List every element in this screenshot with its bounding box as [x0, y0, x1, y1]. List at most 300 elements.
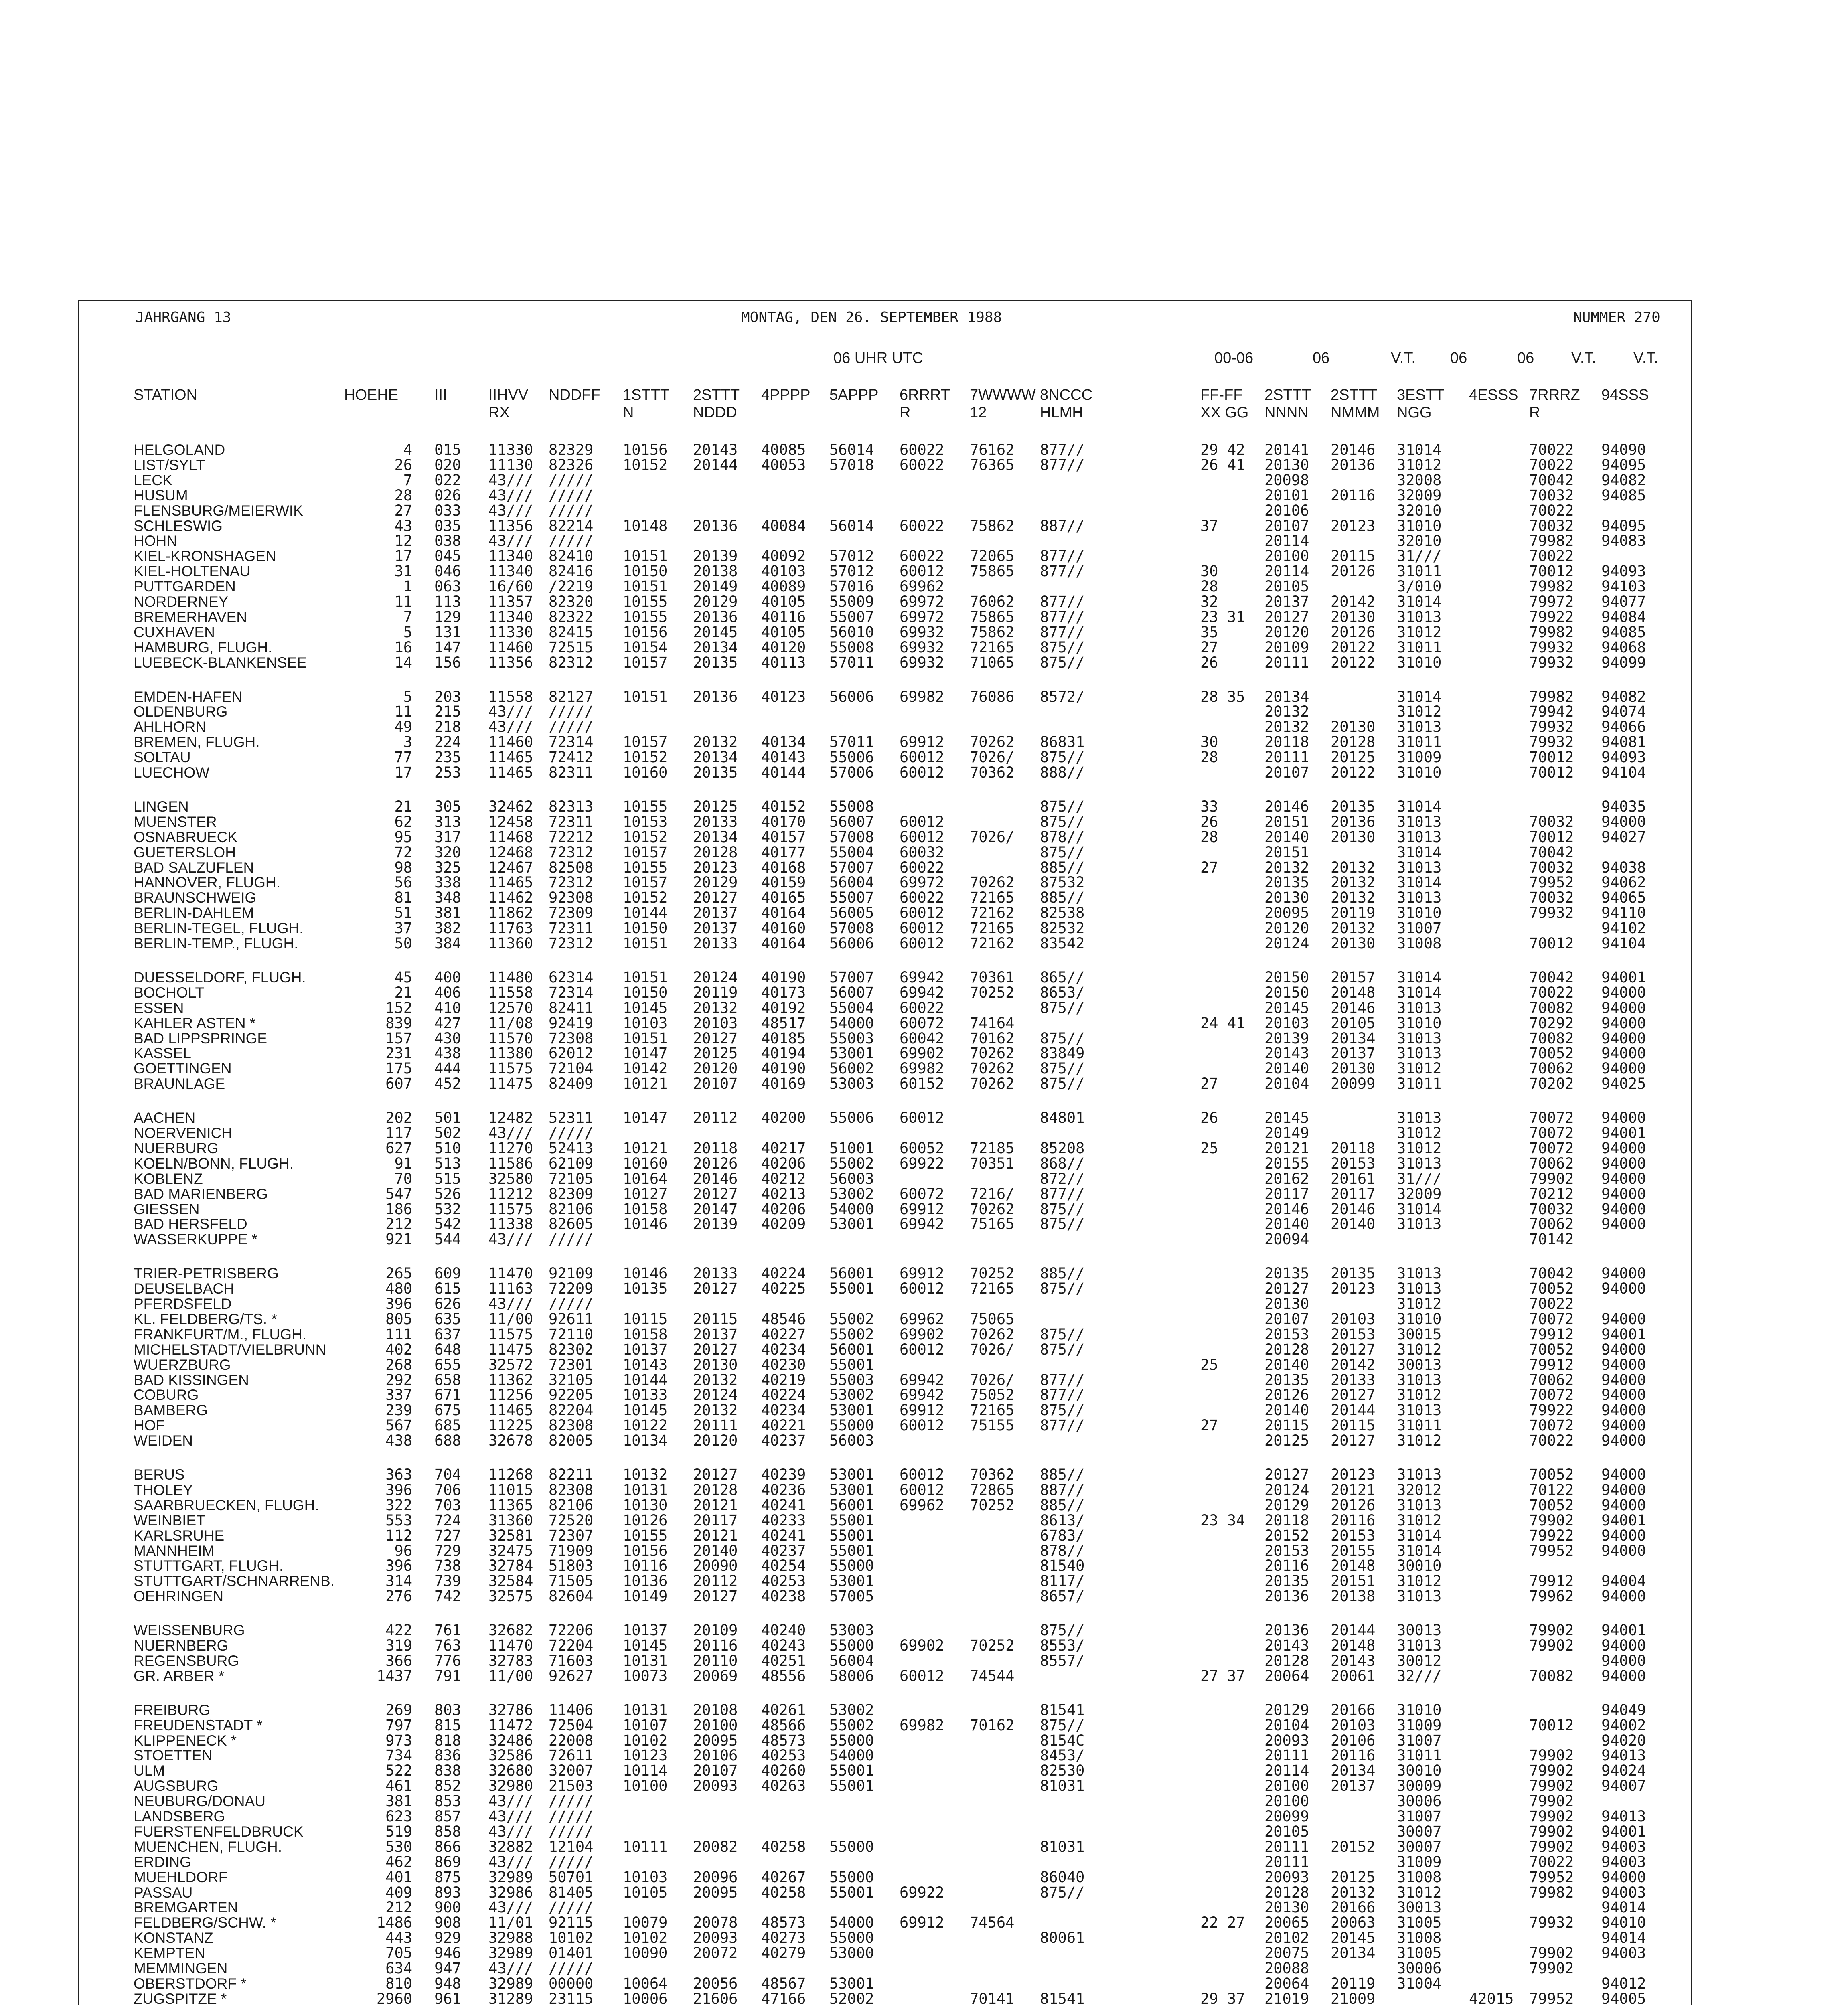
cell-f: 57005: [829, 1588, 874, 1605]
cell-c: 10146: [623, 1215, 668, 1233]
cell-o: 79942: [1529, 703, 1574, 721]
cell-b: 21503: [549, 1777, 594, 1795]
cell-i: 877//: [1040, 547, 1085, 565]
cell-f: 56004: [829, 874, 874, 891]
cell-f: 54000: [829, 1914, 874, 1932]
cell-m: 31009: [1397, 749, 1442, 766]
cell-a: 12570: [488, 999, 533, 1017]
cell-c: 10145: [623, 999, 668, 1017]
cell-i: 868//: [1040, 1154, 1085, 1172]
cell-k: 20141: [1264, 441, 1309, 458]
cell-p: 94001: [1601, 1124, 1646, 1142]
cell-k: 20105: [1264, 1823, 1309, 1840]
cell-i: 875//: [1040, 1401, 1085, 1419]
cell-k: 20111: [1264, 1838, 1309, 1855]
cell-a: 11/00: [488, 1667, 533, 1685]
cell-b: 72307: [549, 1527, 594, 1544]
cell-e: 40258: [761, 1883, 806, 1901]
column-header-hoehe: HOEHE: [344, 387, 399, 403]
cell-station: OEHRINGEN: [134, 1588, 224, 1605]
cell-j: 26 41: [1200, 456, 1245, 474]
cell-i: 875//: [1040, 1200, 1085, 1218]
cell-e: 40227: [761, 1325, 806, 1343]
cell-d: 20145: [693, 623, 738, 641]
table-row: [79, 1558, 1691, 1574]
cell-hoehe: 705: [385, 1944, 412, 1962]
cell-c: 10103: [623, 1868, 668, 1886]
cell-o: 79902: [1529, 1622, 1574, 1639]
cell-o: 79952: [1529, 874, 1574, 891]
cell-b: 72104: [549, 1060, 594, 1077]
cell-iii: 763: [434, 1637, 461, 1654]
cell-iii: 384: [434, 935, 461, 952]
cell-d: 20106: [693, 1747, 738, 1764]
table-row: [79, 1217, 1691, 1232]
cell-i: 83542: [1040, 935, 1085, 952]
cell-station: KARLSRUHE: [134, 1527, 225, 1544]
cell-f: 56004: [829, 1652, 874, 1669]
cell-hoehe: 810: [385, 1975, 412, 1992]
cell-hoehe: 56: [394, 874, 412, 891]
cell-iii: 022: [434, 471, 461, 489]
cell-j: 27: [1200, 859, 1218, 876]
table-row: [79, 503, 1691, 518]
cell-l: 20132: [1331, 874, 1376, 891]
cell-l: 20133: [1331, 1371, 1376, 1389]
cell-m: 31007: [1397, 1808, 1442, 1825]
cell-i: 877//: [1040, 593, 1085, 610]
table-row: [79, 735, 1691, 750]
cell-d: 20124: [693, 968, 738, 986]
cell-i: 86831: [1040, 733, 1085, 751]
cell-c: 10151: [623, 547, 668, 565]
cell-d: 20125: [693, 1045, 738, 1062]
cell-p: 94000: [1601, 1652, 1646, 1669]
cell-p: 94000: [1601, 1401, 1646, 1419]
cell-l: 20152: [1331, 1838, 1376, 1855]
cell-e: 40237: [761, 1432, 806, 1450]
cell-a: 32980: [488, 1777, 533, 1795]
cell-o: 79982: [1529, 1883, 1574, 1901]
table-row: [79, 1141, 1691, 1156]
cell-o: 79902: [1529, 1762, 1574, 1780]
cell-iii: 739: [434, 1572, 461, 1590]
cell-c: 10137: [623, 1341, 668, 1358]
cell-l: 20148: [1331, 1557, 1376, 1575]
table-row: [79, 936, 1691, 951]
cell-a: 11330: [488, 623, 533, 641]
cell-l: 20126: [1331, 1496, 1376, 1514]
cell-l: 20146: [1331, 999, 1376, 1017]
cell-m: 31007: [1397, 1732, 1442, 1749]
cell-l: 20153: [1331, 1325, 1376, 1343]
cell-c: 10137: [623, 1622, 668, 1639]
cell-a: 32784: [488, 1557, 533, 1575]
cell-l: 20116: [1331, 1511, 1376, 1529]
cell-o: 70062: [1529, 1215, 1574, 1233]
cell-h: 70262: [970, 733, 1015, 751]
cell-station: STUTTGART/SCHNARRENB.: [134, 1573, 334, 1590]
cell-station: MUENCHEN, FLUGH.: [134, 1838, 282, 1855]
table-row: [79, 1373, 1691, 1388]
cell-k: 20094: [1264, 1231, 1309, 1248]
cell-c: 10157: [623, 654, 668, 671]
cell-e: 40237: [761, 1542, 806, 1559]
cell-station: WUERZBURG: [134, 1356, 231, 1373]
cell-m: 30010: [1397, 1557, 1442, 1575]
cell-p: 94104: [1601, 935, 1646, 952]
cell-station: HANNOVER, FLUGH.: [134, 874, 280, 891]
cell-k: 20109: [1264, 638, 1309, 656]
cell-h: 70162: [970, 1029, 1015, 1047]
cell-o: 70032: [1529, 517, 1574, 535]
cell-a: 11468: [488, 828, 533, 846]
cell-g: 69942: [900, 1371, 944, 1389]
cell-j: 28: [1200, 578, 1218, 595]
cell-p: 94000: [1601, 1637, 1646, 1654]
cell-h: 72865: [970, 1481, 1015, 1499]
column-header-k: 2STTT NNNN: [1264, 387, 1311, 421]
cell-a: 11465: [488, 874, 533, 891]
cell-p: 94074: [1601, 703, 1646, 721]
cell-o: 70032: [1529, 859, 1574, 876]
cell-b: 00000: [549, 1975, 594, 1992]
table-row: [79, 1839, 1691, 1855]
cell-station: HELGOLAND: [134, 442, 225, 458]
cell-b: /2219: [549, 578, 594, 595]
observation-time: 06 UHR UTC: [833, 350, 923, 367]
cell-e: 40240: [761, 1622, 806, 1639]
cell-p: 94082: [1601, 471, 1646, 489]
cell-d: 20132: [693, 1371, 738, 1389]
cell-l: 20099: [1331, 1075, 1376, 1093]
subheader-hour: 06: [1313, 350, 1330, 367]
table-row: [79, 750, 1691, 765]
cell-k: 20145: [1264, 999, 1309, 1017]
cell-b: 82605: [549, 1215, 594, 1233]
table-row: [79, 1312, 1691, 1327]
cell-hoehe: 805: [385, 1310, 412, 1328]
table-row: [79, 1870, 1691, 1885]
table-row: [79, 1763, 1691, 1778]
cell-d: 20095: [693, 1732, 738, 1749]
cell-iii: 648: [434, 1341, 461, 1358]
cell-g: 69942: [900, 1386, 944, 1404]
cell-l: 21009: [1331, 1990, 1376, 2005]
cell-m: 31012: [1397, 456, 1442, 474]
cell-o: 79962: [1529, 1588, 1574, 1605]
cell-iii: 742: [434, 1588, 461, 1605]
cell-m: 30013: [1397, 1899, 1442, 1916]
cell-e: 40092: [761, 547, 806, 565]
cell-d: 20069: [693, 1667, 738, 1685]
cell-a: 32680: [488, 1762, 533, 1780]
cell-hoehe: 112: [385, 1527, 412, 1544]
cell-l: 20103: [1331, 1310, 1376, 1328]
cell-c: 10151: [623, 968, 668, 986]
cell-i: 875//: [1040, 813, 1085, 830]
cell-i: 875//: [1040, 1622, 1085, 1639]
cell-p: 94000: [1601, 984, 1646, 1001]
cell-p: 94014: [1601, 1899, 1646, 1916]
cell-m: 31013: [1397, 1401, 1442, 1419]
cell-iii: 671: [434, 1386, 461, 1404]
cell-b: 32105: [549, 1371, 594, 1389]
cell-m: 31010: [1397, 654, 1442, 671]
cell-a: 11340: [488, 563, 533, 580]
cell-b: 51803: [549, 1557, 594, 1575]
cell-h: 76062: [970, 593, 1015, 610]
cell-i: 877//: [1040, 456, 1085, 474]
cell-d: 20124: [693, 1386, 738, 1404]
cell-o: 70212: [1529, 1185, 1574, 1203]
cell-m: 31013: [1397, 1280, 1442, 1298]
cell-c: 10160: [623, 1154, 668, 1172]
cell-station: PUTTGARDEN: [134, 578, 236, 595]
cell-iii: 026: [434, 486, 461, 504]
cell-iii: 818: [434, 1732, 461, 1749]
cell-d: 20134: [693, 638, 738, 656]
cell-a: 11330: [488, 441, 533, 458]
cell-k: 20139: [1264, 1029, 1309, 1047]
cell-a: 11480: [488, 968, 533, 986]
table-row: [79, 1946, 1691, 1961]
cell-hoehe: 530: [385, 1838, 412, 1855]
cell-b: /////: [549, 1808, 594, 1825]
cell-k: 20120: [1264, 623, 1309, 641]
cell-hoehe: 91: [394, 1154, 412, 1172]
cell-b: 82409: [549, 1075, 594, 1093]
cell-hoehe: 443: [385, 1929, 412, 1947]
cell-hoehe: 186: [385, 1200, 412, 1218]
cell-hoehe: 21: [394, 798, 412, 815]
cell-l: 20127: [1331, 1432, 1376, 1450]
cell-d: 20132: [693, 1401, 738, 1419]
cell-g: 60012: [900, 919, 944, 937]
cell-i: 865//: [1040, 968, 1085, 986]
cell-h: 70252: [970, 984, 1015, 1001]
cell-i: 8453/: [1040, 1747, 1085, 1764]
cell-iii: 235: [434, 749, 461, 766]
cell-o: 79932: [1529, 1914, 1574, 1932]
cell-m: 31013: [1397, 608, 1442, 626]
cell-e: 40236: [761, 1481, 806, 1499]
cell-iii: 635: [434, 1310, 461, 1328]
cell-l: 20116: [1331, 486, 1376, 504]
cell-m: 31012: [1397, 1060, 1442, 1077]
cell-o: 70022: [1529, 1432, 1574, 1450]
cell-m: 30009: [1397, 1777, 1442, 1795]
cell-hoehe: 28: [394, 486, 412, 504]
column-header-e: 4PPPP: [761, 387, 811, 403]
cell-b: 82322: [549, 608, 594, 626]
cell-g: 69902: [900, 1325, 944, 1343]
cell-g: 69912: [900, 1914, 944, 1932]
cell-h: 75862: [970, 517, 1015, 535]
cell-station: GR. ARBER *: [134, 1667, 225, 1684]
cell-i: 81031: [1040, 1838, 1085, 1855]
cell-m: 31011: [1397, 1075, 1442, 1093]
cell-a: 32575: [488, 1588, 533, 1605]
cell-m: 31008: [1397, 1929, 1442, 1947]
cell-p: 94077: [1601, 593, 1646, 610]
cell-p: 94081: [1601, 733, 1646, 751]
cell-g: 69942: [900, 984, 944, 1001]
cell-k: 20132: [1264, 859, 1309, 876]
cell-k: 20127: [1264, 1280, 1309, 1298]
cell-e: 40164: [761, 935, 806, 952]
cell-a: 32581: [488, 1527, 533, 1544]
cell-c: 10156: [623, 1542, 668, 1559]
cell-p: 94000: [1601, 1588, 1646, 1605]
cell-o: 79902: [1529, 1823, 1574, 1840]
cell-m: 31012: [1397, 1883, 1442, 1901]
cell-p: 94085: [1601, 486, 1646, 504]
cell-h: 7026/: [970, 749, 1015, 766]
cell-k: 20102: [1264, 1929, 1309, 1947]
cell-b: 82308: [549, 1417, 594, 1434]
cell-h: 70262: [970, 1060, 1015, 1077]
cell-iii: 961: [434, 1990, 461, 2005]
cell-e: 40123: [761, 688, 806, 705]
cell-hoehe: 797: [385, 1716, 412, 1734]
cell-g: 60012: [900, 828, 944, 846]
cell-iii: 738: [434, 1557, 461, 1575]
cell-hoehe: 49: [394, 718, 412, 736]
cell-p: 94085: [1601, 623, 1646, 641]
cell-h: 71065: [970, 654, 1015, 671]
cell-c: 10105: [623, 1883, 668, 1901]
cell-e: 40103: [761, 563, 806, 580]
cell-d: 20115: [693, 1310, 738, 1328]
cell-j: 35: [1200, 623, 1218, 641]
cell-a: 11365: [488, 1496, 533, 1514]
cell-f: 57008: [829, 919, 874, 937]
table-row: [79, 1543, 1691, 1559]
cell-l: 20115: [1331, 1417, 1376, 1434]
cell-c: 10102: [623, 1929, 668, 1947]
cell-k: 20146: [1264, 1200, 1309, 1218]
cell-i: 877//: [1040, 1185, 1085, 1203]
cell-d: 20096: [693, 1868, 738, 1886]
cell-j: 27: [1200, 1075, 1218, 1093]
cell-d: 20136: [693, 688, 738, 705]
cell-p: 94038: [1601, 859, 1646, 876]
cell-a: 11862: [488, 904, 533, 922]
cell-station: KOBLENZ: [134, 1170, 203, 1187]
cell-m: 31013: [1397, 1029, 1442, 1047]
cell-f: 55003: [829, 1371, 874, 1389]
table-row: [79, 579, 1691, 594]
cell-k: 20111: [1264, 654, 1309, 671]
cell-iii: 637: [434, 1325, 461, 1343]
cell-a: 31289: [488, 1990, 533, 2005]
cell-hoehe: 973: [385, 1732, 412, 1749]
cell-p: 94000: [1601, 1265, 1646, 1282]
cell-iii: 452: [434, 1075, 461, 1093]
cell-d: 20133: [693, 813, 738, 830]
cell-station: WEINBIET: [134, 1512, 205, 1529]
table-row: [79, 719, 1691, 735]
cell-iii: 381: [434, 904, 461, 922]
cell-iii: 947: [434, 1960, 461, 1977]
cell-station: BERLIN-DAHLEM: [134, 905, 254, 921]
cell-c: 10155: [623, 798, 668, 815]
cell-d: 20110: [693, 1652, 738, 1669]
cell-b: 82604: [549, 1588, 594, 1605]
cell-e: 47166: [761, 1990, 806, 2005]
cell-h: 72165: [970, 889, 1015, 907]
cell-k: 20149: [1264, 1124, 1309, 1142]
cell-e: 40192: [761, 999, 806, 1017]
cell-k: 20135: [1264, 874, 1309, 891]
cell-e: 40113: [761, 654, 806, 671]
cell-d: 20100: [693, 1716, 738, 1734]
cell-k: 20124: [1264, 1481, 1309, 1499]
cell-i: 872//: [1040, 1170, 1085, 1187]
cell-a: 43///: [488, 1231, 533, 1248]
cell-j: 32: [1200, 593, 1218, 610]
cell-g: 69912: [900, 1200, 944, 1218]
cell-m: 31013: [1397, 1109, 1442, 1127]
cell-m: 3/010: [1397, 578, 1442, 595]
cell-l: 20144: [1331, 1401, 1376, 1419]
cell-iii: 033: [434, 502, 461, 519]
cell-d: 20109: [693, 1622, 738, 1639]
cell-h: 74164: [970, 1014, 1015, 1032]
cell-h: 7026/: [970, 828, 1015, 846]
cell-n: 42015: [1469, 1990, 1514, 2005]
cell-g: 69912: [900, 1265, 944, 1282]
table-row: [79, 1930, 1691, 1946]
cell-d: 20107: [693, 1762, 738, 1780]
cell-hoehe: 462: [385, 1853, 412, 1871]
cell-m: 31014: [1397, 688, 1442, 705]
cell-hoehe: 111: [385, 1325, 412, 1343]
cell-hoehe: 839: [385, 1014, 412, 1032]
cell-hoehe: 553: [385, 1511, 412, 1529]
cell-f: 57006: [829, 764, 874, 781]
cell-p: 94027: [1601, 828, 1646, 846]
cell-hoehe: 314: [385, 1572, 412, 1590]
cell-a: 11212: [488, 1185, 533, 1203]
cell-b: 72212: [549, 828, 594, 846]
cell-b: 72314: [549, 733, 594, 751]
cell-iii: 615: [434, 1280, 461, 1298]
cell-c: 10156: [623, 623, 668, 641]
cell-d: 20072: [693, 1944, 738, 1962]
cell-o: 79952: [1529, 1990, 1574, 2005]
cell-g: 60072: [900, 1185, 944, 1203]
cell-b: 82204: [549, 1401, 594, 1419]
cell-a: 11475: [488, 1341, 533, 1358]
cell-i: 83849: [1040, 1045, 1085, 1062]
cell-c: 10147: [623, 1109, 668, 1127]
cell-station: OSNABRUECK: [134, 828, 238, 845]
cell-iii: 946: [434, 1944, 461, 1962]
cell-c: 10152: [623, 828, 668, 846]
column-header-g: 6RRRT R: [900, 387, 950, 421]
cell-a: 32586: [488, 1747, 533, 1764]
cell-a: 43///: [488, 718, 533, 736]
cell-a: 43///: [488, 1853, 533, 1871]
cell-p: 94049: [1601, 1701, 1646, 1719]
cell-o: 70022: [1529, 502, 1574, 519]
cell-e: 40185: [761, 1029, 806, 1047]
cell-station: WEIDEN: [134, 1432, 193, 1449]
cell-k: 20114: [1264, 1762, 1309, 1780]
cell-h: 72165: [970, 638, 1015, 656]
